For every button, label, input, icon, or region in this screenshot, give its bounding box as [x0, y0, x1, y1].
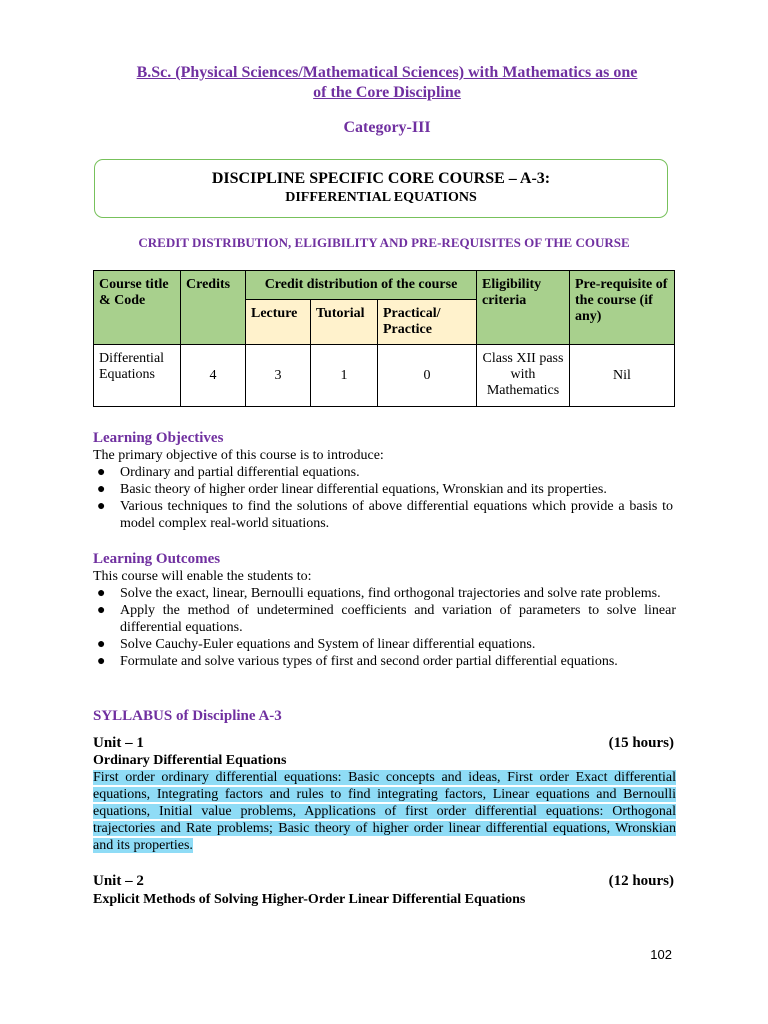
unit1-title: Ordinary Differential Equations	[93, 753, 287, 768]
bullet-icon: ●	[97, 586, 106, 601]
learning-outcomes-section	[93, 551, 676, 670]
bullet-icon: ●	[97, 482, 106, 497]
cell-prereq: Nil	[570, 345, 675, 407]
course-title-box	[94, 159, 668, 218]
unit2-hours: (12 hours)	[608, 873, 674, 889]
th-course: Course title & Code	[94, 271, 181, 345]
th-lecture: Lecture	[246, 300, 311, 345]
bullet-icon: ●	[97, 499, 106, 514]
outcomes-intro: This course will enable the students to:	[93, 569, 312, 584]
bullet-icon: ●	[97, 637, 106, 652]
th-eligibility: Eligibility criteria	[477, 271, 570, 345]
learning-objectives-section	[93, 430, 673, 532]
th-credits: Credits	[181, 271, 246, 345]
table-row	[94, 345, 675, 407]
objectives-heading: Learning Objectives	[93, 430, 224, 446]
objectives-list	[93, 464, 673, 532]
unit2-title: Explicit Methods of Solving Higher-Order Linear Differential Equations	[93, 892, 526, 907]
credit-distribution-heading: CREDIT DISTRIBUTION, ELIGIBILITY AND PRE-REQUISITES OF THE COURSE	[138, 235, 630, 250]
program-title	[92, 63, 682, 103]
cell-eligibility: Class XII pass with Mathematics	[477, 345, 570, 407]
outcomes-list	[93, 585, 676, 670]
bullet-icon: ●	[97, 654, 106, 669]
unit2-label: Unit – 2	[93, 873, 144, 889]
bullet-icon: ●	[97, 465, 106, 480]
th-prereq: Pre-requisite of the course (if any)	[570, 271, 675, 345]
cell-practical: 0	[378, 345, 477, 407]
credit-table	[93, 270, 675, 407]
cell-tutorial: 1	[311, 345, 378, 407]
program-title-line2: of the Core Discipline	[313, 84, 461, 101]
table-header-row	[94, 271, 675, 300]
list-item: ● Basic theory of higher order linear differential equations, Wronskian and its properties.	[97, 482, 607, 497]
unit1-label: Unit – 1	[93, 735, 144, 751]
unit1-description	[93, 769, 676, 854]
cell-lecture: 3	[246, 345, 311, 407]
cell-credits: 4	[181, 345, 246, 407]
list-item: ● Solve Cauchy-Euler equations and System of linear differential equations.	[97, 637, 536, 652]
course-title-line2: DIFFERENTIAL EQUATIONS	[285, 190, 477, 205]
th-distribution: Credit distribution of the course	[246, 271, 477, 300]
list-item: ● Ordinary and partial differential equations.	[97, 465, 360, 480]
th-practical: Practical/ Practice	[378, 300, 477, 345]
outcomes-heading: Learning Outcomes	[93, 551, 221, 567]
list-item: ● Apply the method of undetermined coefficients and variation of parameters to solve linear differential equations.	[97, 603, 676, 635]
list-item: ● Formulate and solve various types of first and second order partial differential equations.	[97, 654, 618, 669]
objectives-intro: The primary objective of this course is to introduce:	[93, 448, 384, 463]
th-tutorial: Tutorial	[311, 300, 378, 345]
course-title-line1: DISCIPLINE SPECIFIC CORE COURSE – A-3:	[211, 170, 551, 187]
syllabus-heading: SYLLABUS of Discipline A-3	[93, 708, 282, 724]
page-number: 102	[650, 947, 672, 962]
bullet-icon: ●	[97, 603, 106, 618]
list-item: ● Solve the exact, linear, Bernoulli equations, find orthogonal trajectories and solve rate problems.	[97, 586, 661, 601]
cell-course: Differential Equations	[94, 345, 181, 407]
category-label: Category-III	[343, 119, 431, 136]
list-item: ● Various techniques to find the solutions of above differential equations which provide a basis to model complex real-world situations.	[97, 499, 673, 531]
unit1-text: First order ordinary differential equations: Basic concepts and ideas, First order Exact differential equations, Integrating factors and rules to find integrating factors, Linear equations and Bernoulli equations, Initial value problems, Applications of first order differential equations: Orthogonal trajectories and Rate problems; Basic theory of higher order linear differential equations, Wronskian and its properties.	[93, 770, 676, 853]
unit1-header	[93, 735, 674, 752]
program-title-line1: B.Sc. (Physical Sciences/Mathematical Sciences) with Mathematics as one	[136, 64, 638, 81]
unit2-header	[93, 873, 674, 890]
unit1-hours: (15 hours)	[608, 735, 674, 751]
